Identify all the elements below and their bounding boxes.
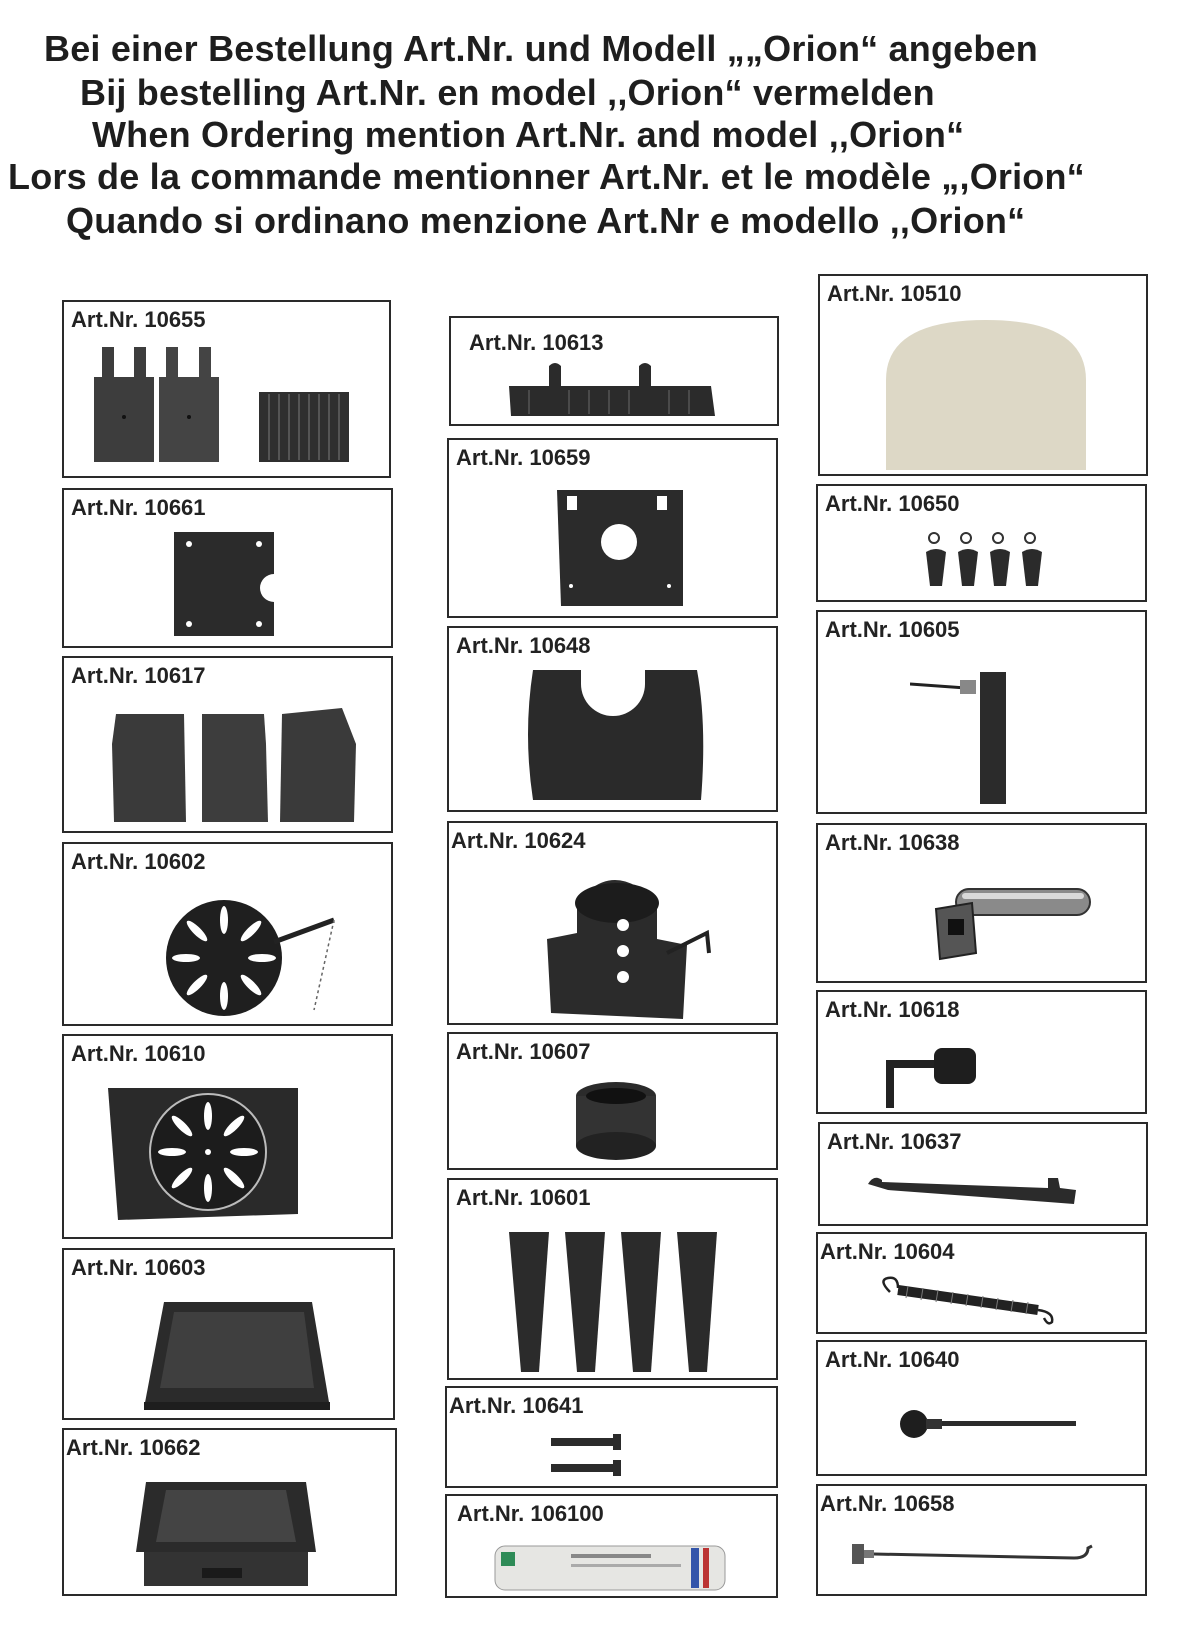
part-card-10618 xyxy=(816,990,1147,1114)
part-number: Art.Nr. 10510 xyxy=(827,281,962,306)
air-spigot-image xyxy=(561,1074,671,1164)
rotary-grate-image xyxy=(164,890,364,1020)
part-card-10613 xyxy=(449,316,779,426)
part-card-10510 xyxy=(818,274,1148,476)
log-guard-image xyxy=(509,360,719,420)
part-card-106100 xyxy=(445,1494,778,1598)
part-number: Art.Nr. 10617 xyxy=(71,663,206,688)
part-number: Art.Nr. 10648 xyxy=(456,633,591,658)
part-number: Art.Nr. 10624 xyxy=(451,828,586,853)
part-number: Art.Nr. 10637 xyxy=(827,1129,962,1154)
firebricks-image xyxy=(104,704,364,826)
part-card-10637 xyxy=(818,1122,1148,1226)
door-glass-image xyxy=(886,320,1086,470)
door-handle-latch-image xyxy=(910,668,1030,808)
stove-legs-image xyxy=(509,1232,739,1374)
crank-handle-image xyxy=(876,1032,996,1110)
part-number: Art.Nr. 10641 xyxy=(449,1393,584,1418)
part-number: Art.Nr. 10604 xyxy=(820,1239,955,1264)
riddling-rod-image xyxy=(868,1170,1080,1210)
part-number: Art.Nr. 10602 xyxy=(71,849,206,874)
part-number: Art.Nr. 10605 xyxy=(825,617,960,642)
part-number: Art.Nr. 10640 xyxy=(825,1347,960,1372)
part-card-10604 xyxy=(816,1232,1147,1334)
instruction-nl: Bij bestelling Art.Nr. en model ,,Orion“ vermelden xyxy=(80,72,935,113)
handle-chrome-image xyxy=(926,879,1096,969)
part-number: Art.Nr. 10659 xyxy=(456,445,591,470)
part-number: Art.Nr. 10603 xyxy=(71,1255,206,1280)
instruction-de: Bei einer Bestellung Art.Nr. und Modell „„Orion“ angeben xyxy=(44,28,1038,69)
part-number: Art.Nr. 10607 xyxy=(456,1039,591,1064)
part-card-10640 xyxy=(816,1340,1147,1476)
part-card-10650 xyxy=(816,484,1147,602)
part-card-10638 xyxy=(816,823,1147,983)
instruction-en: When Ordering mention Art.Nr. and model ,,Orion“ xyxy=(92,114,965,155)
flue-plate-image xyxy=(557,490,687,608)
part-number: Art.Nr. 10655 xyxy=(71,307,206,332)
control-rod-knob-image xyxy=(898,1406,1078,1442)
instruction-fr: Lors de la commande mentionner Art.Nr. et le modèle „,Orion“ xyxy=(8,156,1085,197)
tension-spring-image xyxy=(878,1276,1058,1326)
part-card-10607 xyxy=(447,1032,778,1170)
part-card-10601 xyxy=(447,1178,778,1380)
damper-rod-image xyxy=(852,1536,1112,1576)
ash-drawer-image xyxy=(136,1472,316,1592)
bolts-image xyxy=(551,1428,631,1482)
ash-tray-image xyxy=(134,1298,334,1416)
instruction-it: Quando si ordinano menzione Art.Nr e modello ,,Orion“ xyxy=(66,200,1026,241)
part-number: Art.Nr. 10661 xyxy=(71,495,206,520)
part-card-10659 xyxy=(447,438,778,618)
part-card-10648 xyxy=(447,626,778,812)
flue-collar-image xyxy=(547,863,717,1019)
part-number: Art.Nr. 10613 xyxy=(469,330,604,355)
part-card-10641 xyxy=(445,1386,778,1488)
grate-frame-image xyxy=(108,1084,358,1224)
part-number: Art.Nr. 10601 xyxy=(456,1185,591,1210)
part-card-10655 xyxy=(62,300,391,478)
part-number: Art.Nr. 10638 xyxy=(825,830,960,855)
part-card-10624 xyxy=(447,821,778,1025)
cover-plate-image xyxy=(174,532,284,638)
part-card-10602 xyxy=(62,842,393,1026)
stove-cement-tube-image xyxy=(491,1538,731,1594)
part-card-10662 xyxy=(62,1428,397,1596)
part-card-10610 xyxy=(62,1034,393,1239)
baffle-plates-image xyxy=(84,342,374,472)
part-number: Art.Nr. 10610 xyxy=(71,1041,206,1066)
part-number: Art.Nr. 10650 xyxy=(825,491,960,516)
part-card-10617 xyxy=(62,656,393,833)
part-card-10603 xyxy=(62,1248,395,1420)
part-number: Art.Nr. 10662 xyxy=(66,1435,201,1460)
part-number: Art.Nr. 10658 xyxy=(820,1491,955,1516)
part-card-10605 xyxy=(816,610,1147,814)
glass-clips-image xyxy=(922,532,1052,592)
part-card-10661 xyxy=(62,488,393,648)
part-card-10658 xyxy=(816,1484,1147,1596)
part-number: Art.Nr. 106100 xyxy=(457,1501,604,1526)
part-number: Art.Nr. 10618 xyxy=(825,997,960,1022)
top-baffle-image xyxy=(521,664,711,804)
